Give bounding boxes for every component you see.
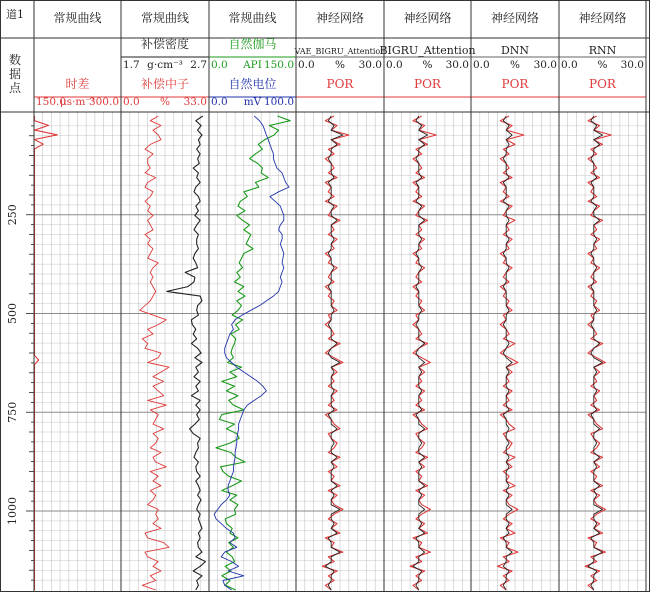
depth-axis-label-char: 据 <box>8 67 22 81</box>
track-model-name: DNN <box>500 44 530 57</box>
depth-tick-label: 500 <box>6 303 19 324</box>
depth-axis-label-char: 数 <box>8 53 22 67</box>
curve-scale-unit: API <box>243 59 262 71</box>
track-title: 神经网络 <box>315 11 365 25</box>
curve-scale-min: 150.0 <box>36 96 67 108</box>
curve-name: POR <box>414 77 441 91</box>
curve-scale-min: 1.7 <box>123 59 140 71</box>
curve-name: POR <box>501 77 529 91</box>
curve-scale-unit: mV <box>243 96 262 108</box>
track-title: 常规曲线 <box>140 11 190 25</box>
track-header-label: 道1 <box>6 8 24 21</box>
track-title: 常规曲线 <box>53 11 102 25</box>
curve-scale-max: 2.7 <box>190 59 207 71</box>
curve-scale-min: 0.0 <box>473 59 490 71</box>
curve-scale-max: 30.0 <box>533 59 557 71</box>
curve-scale-max: 100.0 <box>263 96 294 108</box>
curve-name: 补偿中子 <box>140 77 190 91</box>
curve-scale-unit: % <box>335 59 345 71</box>
track-model-name: VAE_BIGRU_Attention <box>294 47 386 56</box>
curve-scale-unit: g·cm⁻³ <box>147 59 183 71</box>
curve-name: 自然电位 <box>228 77 277 91</box>
curve-scale-unit: μs·m⁻¹ <box>59 96 96 108</box>
curve-scale-min: 0.0 <box>561 59 578 71</box>
track-model-name: BIGRU_Attention <box>379 44 476 57</box>
depth-tick-label: 1000 <box>6 497 19 525</box>
depth-tick-label: 250 <box>6 204 19 226</box>
curve-scale-min: 0.0 <box>211 59 228 71</box>
curve-name: 自然伽马 <box>228 37 277 51</box>
depth-axis-label-char: 点 <box>8 81 22 95</box>
track-model-name: RNN <box>588 44 617 57</box>
curve-name: POR <box>326 77 354 91</box>
curve-scale-unit: % <box>510 59 520 71</box>
curve-scale-unit: % <box>422 59 433 71</box>
curve-name: POR <box>589 77 616 91</box>
curve-scale-max: 33.0 <box>183 96 207 108</box>
curve-scale-unit: % <box>597 59 608 71</box>
curve-scale-min: 0.0 <box>386 59 403 71</box>
track-title: 神经网络 <box>578 11 627 25</box>
curve-scale-max: 150.0 <box>263 59 294 71</box>
track-title: 神经网络 <box>403 11 452 25</box>
curve-scale-max: 30.0 <box>445 59 469 71</box>
curve-scale-unit: % <box>160 96 170 108</box>
curve-scale-min: 0.0 <box>123 96 140 108</box>
curve-scale-max: 30.0 <box>358 59 382 71</box>
curve-name: 补偿密度 <box>140 37 190 51</box>
curve-name: 时差 <box>65 77 90 91</box>
curve-scale-min: 0.0 <box>211 96 228 108</box>
curve-scale-min: 0.0 <box>298 59 315 71</box>
track-title: 常规曲线 <box>228 11 277 25</box>
curve-scale-max: 30.0 <box>620 59 644 71</box>
curve-scale-max: 300.0 <box>88 96 119 108</box>
track-title: 神经网络 <box>490 11 540 25</box>
depth-tick-label: 750 <box>6 401 19 423</box>
